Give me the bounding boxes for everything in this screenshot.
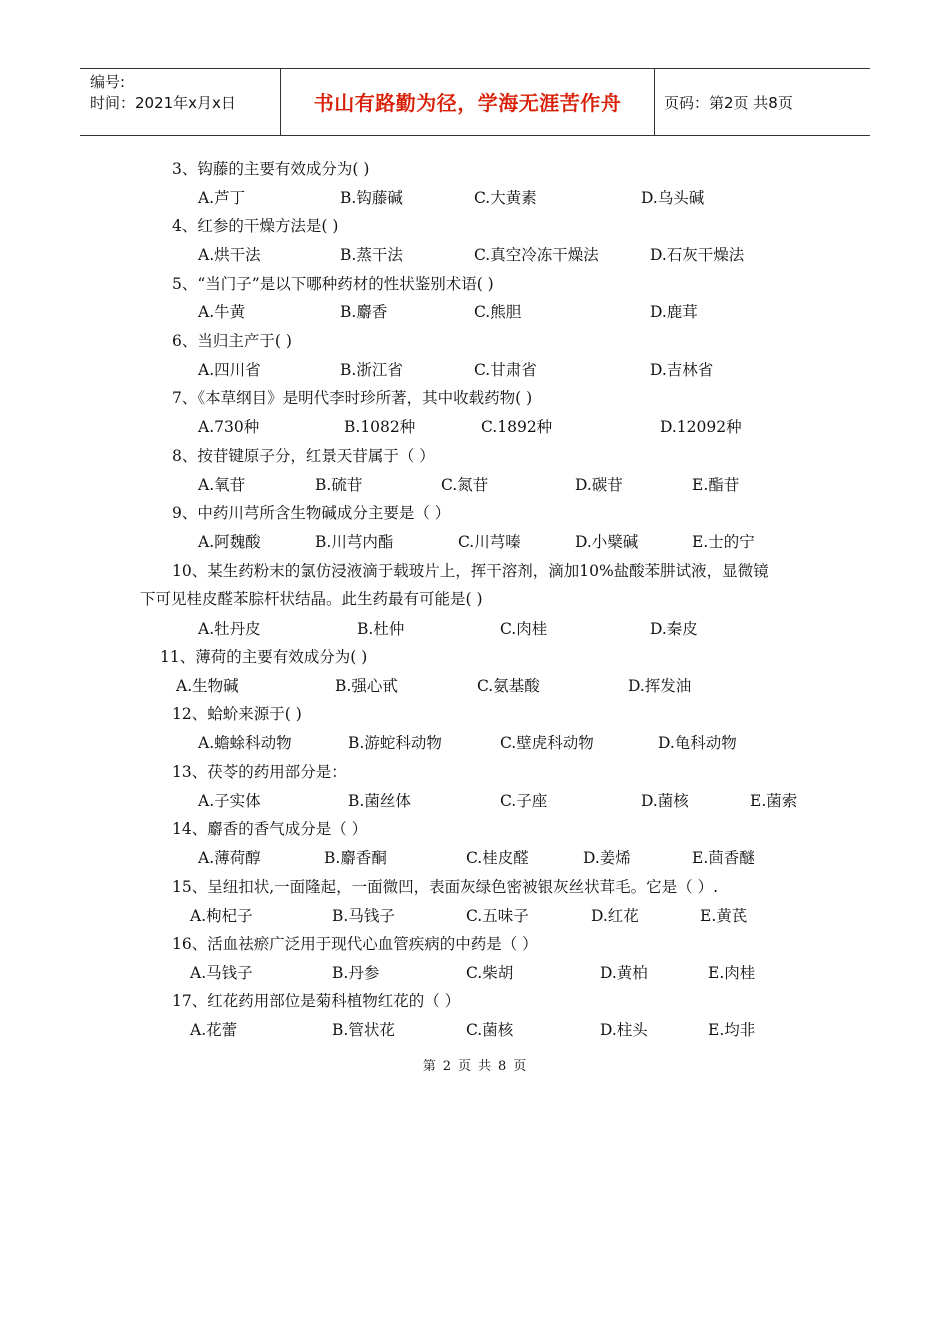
question-17-stem: 17、红花药用部位是菊科植物红花的（ ） <box>172 992 461 1010</box>
question-6-option-b: B.浙江省 <box>340 361 403 379</box>
question-8-option-b: B.硫苷 <box>315 476 363 494</box>
code-label: 编号: <box>90 73 126 91</box>
footer-ye-2: 页 <box>513 1059 528 1074</box>
question-15-option-a: A.枸杞子 <box>190 907 253 925</box>
question-3-option-c: C.大黄素 <box>474 189 537 207</box>
question-14-option-a: A.薄荷醇 <box>198 849 261 867</box>
question-16-option-d: D.黄柏 <box>600 964 648 982</box>
question-13-option-b: B.菌丝体 <box>348 792 411 810</box>
question-13-option-e: E.菌索 <box>750 792 798 810</box>
question-14-option-c: C.桂皮醛 <box>466 849 529 867</box>
question-4-option-c: C.真空冷冻干燥法 <box>474 246 599 264</box>
question-5-option-d: D.鹿茸 <box>650 303 698 321</box>
question-4-option-b: B.蒸干法 <box>340 246 403 264</box>
question-10-option-c: C.肉桂 <box>500 620 548 638</box>
question-7-stem: 7、《本草纲目》是明代李时珍所著，其中收载药物( ) <box>172 389 533 407</box>
question-14-option-b: B.麝香酮 <box>324 849 387 867</box>
question-7-option-a: A.730种 <box>198 418 260 436</box>
question-14-stem: 14、麝香的香气成分是（ ） <box>172 820 368 838</box>
footer-gong: 共 <box>478 1059 493 1074</box>
question-7-option-d: D.12092种 <box>660 418 742 436</box>
question-6-option-a: A.四川省 <box>198 361 261 379</box>
header-page-info: 页码：第2页 共8页 <box>664 94 793 112</box>
question-11-stem: 11、薄荷的主要有效成分为( ) <box>160 648 368 666</box>
question-13-stem: 13、茯苓的药用部分是： <box>172 763 347 781</box>
question-16-option-a: A.马钱子 <box>190 964 253 982</box>
question-13-option-d: D.菌核 <box>641 792 689 810</box>
question-5-option-b: B.麝香 <box>340 303 388 321</box>
question-6-option-d: D.吉林省 <box>650 361 714 379</box>
question-8-option-e: E.酯苷 <box>692 476 740 494</box>
question-9-option-d: D.小檗碱 <box>575 533 639 551</box>
motto: 书山有路勤为径，学海无涯苦作舟 <box>313 91 622 115</box>
footer-di: 第 <box>422 1059 437 1074</box>
question-5-stem: 5、“当门子”是以下哪种药材的性状鉴别术语( ) <box>172 275 494 293</box>
question-7-option-b: B.1082种 <box>344 418 416 436</box>
question-10-option-b: B.杜仲 <box>357 620 405 638</box>
question-11-option-d: D.挥发油 <box>628 677 692 695</box>
question-16-option-e: E.肉桂 <box>708 964 756 982</box>
question-3-option-d: D.乌头碱 <box>641 189 705 207</box>
question-17-option-a: A.花蕾 <box>190 1021 238 1039</box>
question-17-option-d: D.柱头 <box>600 1021 648 1039</box>
question-10-option-a: A.牡丹皮 <box>198 620 261 638</box>
question-3-option-a: A.芦丁 <box>198 189 246 207</box>
question-15-option-b: B.马钱子 <box>332 907 395 925</box>
question-4-option-d: D.石灰干燥法 <box>650 246 745 264</box>
question-11-option-a: A.生物碱 <box>176 677 239 695</box>
question-13-option-c: C.子座 <box>500 792 548 810</box>
question-12-stem: 12、蛤蚧来源于( ) <box>172 705 302 723</box>
question-11-option-b: B.强心甙 <box>335 677 398 695</box>
question-9-option-a: A.阿魏酸 <box>198 533 261 551</box>
question-5-option-c: C.熊胆 <box>474 303 522 321</box>
question-17-option-c: C.菌核 <box>466 1021 514 1039</box>
question-3-stem: 3、钩藤的主要有效成分为( ) <box>172 160 370 178</box>
question-17-option-e: E.均非 <box>708 1021 756 1039</box>
question-16-option-c: C.柴胡 <box>466 964 514 982</box>
question-6-stem: 6、当归主产于( ) <box>172 332 292 350</box>
question-14-option-e: E.茴香醚 <box>692 849 755 867</box>
time-label: 时间：2021年x月x日 <box>90 94 236 112</box>
question-8-option-c: C.氮苷 <box>441 476 489 494</box>
question-12-option-c: C.壁虎科动物 <box>500 734 594 752</box>
question-3-option-b: B.钩藤碱 <box>340 189 403 207</box>
question-15-option-e: E.黄芪 <box>700 907 748 925</box>
page-footer <box>0 1055 950 1074</box>
question-14-option-d: D.姜烯 <box>583 849 631 867</box>
header-meta <box>80 69 281 135</box>
question-6-option-c: C.甘肃省 <box>474 361 537 379</box>
question-8-option-a: A.氧苷 <box>198 476 246 494</box>
question-9-option-b: B.川芎内酯 <box>315 533 394 551</box>
question-7-option-c: C.1892种 <box>481 418 553 436</box>
question-9-option-c: C.川芎嗪 <box>458 533 521 551</box>
question-8-stem: 8、按苷键原子分，红景天苷属于（ ） <box>172 447 435 465</box>
question-17-option-b: B.管状花 <box>332 1021 395 1039</box>
question-13-option-a: A.子实体 <box>198 792 261 810</box>
question-9-option-e: E.士的宁 <box>692 533 755 551</box>
question-12-option-b: B.游蛇科动物 <box>348 734 442 752</box>
question-12-option-a: A.蟾蜍科动物 <box>198 734 292 752</box>
page-header <box>80 68 870 136</box>
question-8-option-d: D.碳苷 <box>575 476 623 494</box>
question-10-stem: 10、某生药粉末的氯仿浸液滴于载玻片上，挥干溶剂，滴加10%盐酸苯肼试液，显微镜 <box>172 562 769 580</box>
question-4-option-a: A.烘干法 <box>198 246 261 264</box>
question-15-option-d: D.红花 <box>591 907 639 925</box>
footer-page-current: 2 <box>442 1059 452 1074</box>
question-15-option-c: C.五味子 <box>466 907 529 925</box>
question-15-stem: 15、呈纽扣状,一面隆起，一面微凹，表面灰绿色密被银灰丝状茸毛。它是（ ）. <box>172 878 719 896</box>
question-5-option-a: A.牛黄 <box>198 303 246 321</box>
footer-ye: 页 <box>457 1059 472 1074</box>
question-16-stem: 16、活血祛瘀广泛用于现代心血管疾病的中药是（ ） <box>172 935 538 953</box>
question-11-option-c: C.氨基酸 <box>477 677 540 695</box>
question-10-stem-continued: 下可见桂皮醛苯腙杆状结晶。此生药最有可能是( ) <box>140 590 483 608</box>
header-motto-cell <box>281 69 655 135</box>
footer-page-total: 8 <box>498 1059 508 1074</box>
question-16-option-b: B.丹参 <box>332 964 380 982</box>
question-12-option-d: D.龟科动物 <box>658 734 737 752</box>
question-4-stem: 4、红参的干燥方法是( ) <box>172 217 339 235</box>
question-10-option-d: D.秦皮 <box>650 620 698 638</box>
question-9-stem: 9、中药川芎所含生物碱成分主要是（ ） <box>172 504 451 522</box>
